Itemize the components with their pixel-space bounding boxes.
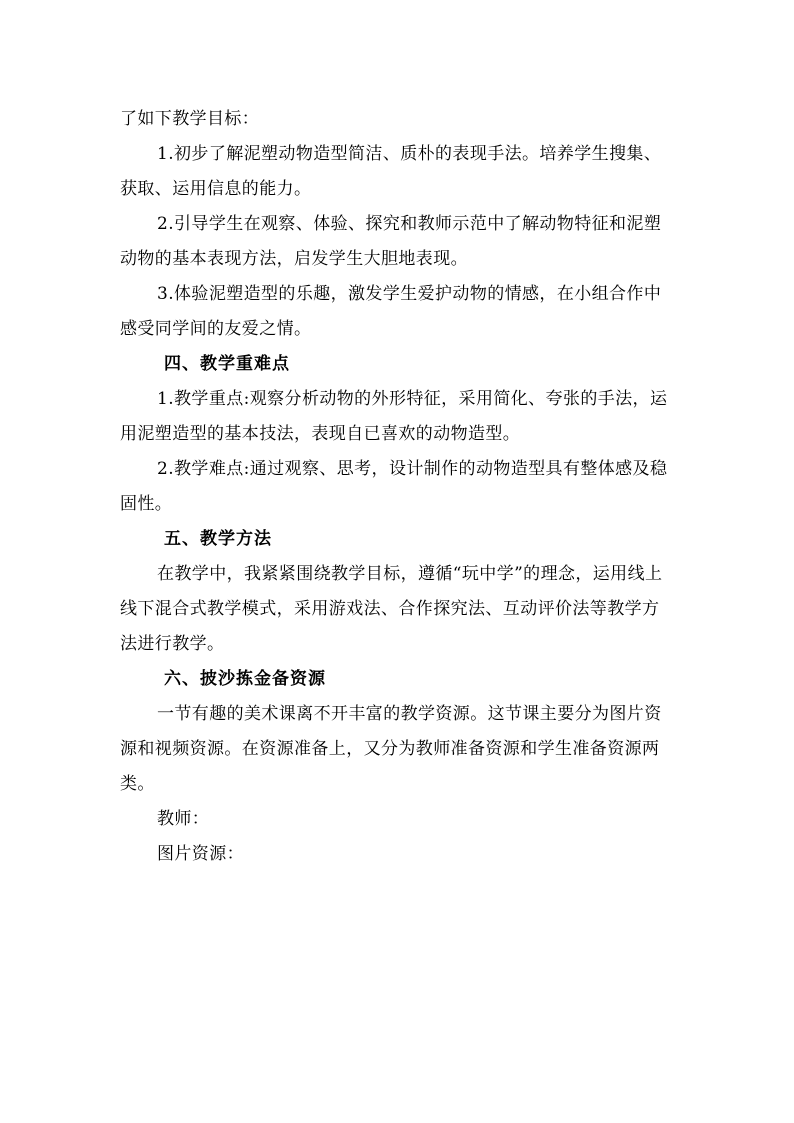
resource-paragraph: 一节有趣的美术课离不开丰富的教学资源。这节课主要分为图片资源和视频资源。在资源准备上，又分为教师准备资源和学生准备资源两类。 <box>120 704 662 794</box>
teacher-label: 教师： <box>157 809 210 829</box>
section-heading-5: 五、教学方法 <box>164 529 272 549</box>
image-resource-label: 图片资源： <box>157 844 244 864</box>
method-paragraph: 在教学中，我紧紧围绕教学目标，遵循“玩中学”的理念，运用线上线下混合式教学模式，采用游戏法、合作探究法、互动评价法等教学方法进行教学。 <box>120 564 663 654</box>
difficult-point: 2.教学难点:通过观察、思考，设计制作的动物造型具有整体感及稳固性。 <box>120 459 668 514</box>
goal-3: 3.体验泥塑造型的乐趣，激发学生爱护动物的情感，在小组合作中感受同学间的友爱之情。 <box>120 284 662 339</box>
goal-2: 2.引导学生在观察、体验、探究和教师示范中了解动物特征和泥塑动物的基本表现方法，启发学生大胆地表现。 <box>120 214 662 269</box>
document-body <box>120 102 676 872</box>
section-heading-4: 四、教学重难点 <box>164 354 290 374</box>
section-heading-6: 六、披沙拣金备资源 <box>164 669 326 689</box>
lead-line: 了如下教学目标： <box>120 109 260 129</box>
goal-1: 1.初步了解泥塑动物造型简洁、质朴的表现手法。培养学生搜集、获取、运用信息的能力。 <box>120 144 662 199</box>
key-point: 1.教学重点:观察分析动物的外形特征，采用简化、夸张的手法，运用泥塑造型的基本技法，表现自已喜欢的动物造型。 <box>120 389 668 444</box>
